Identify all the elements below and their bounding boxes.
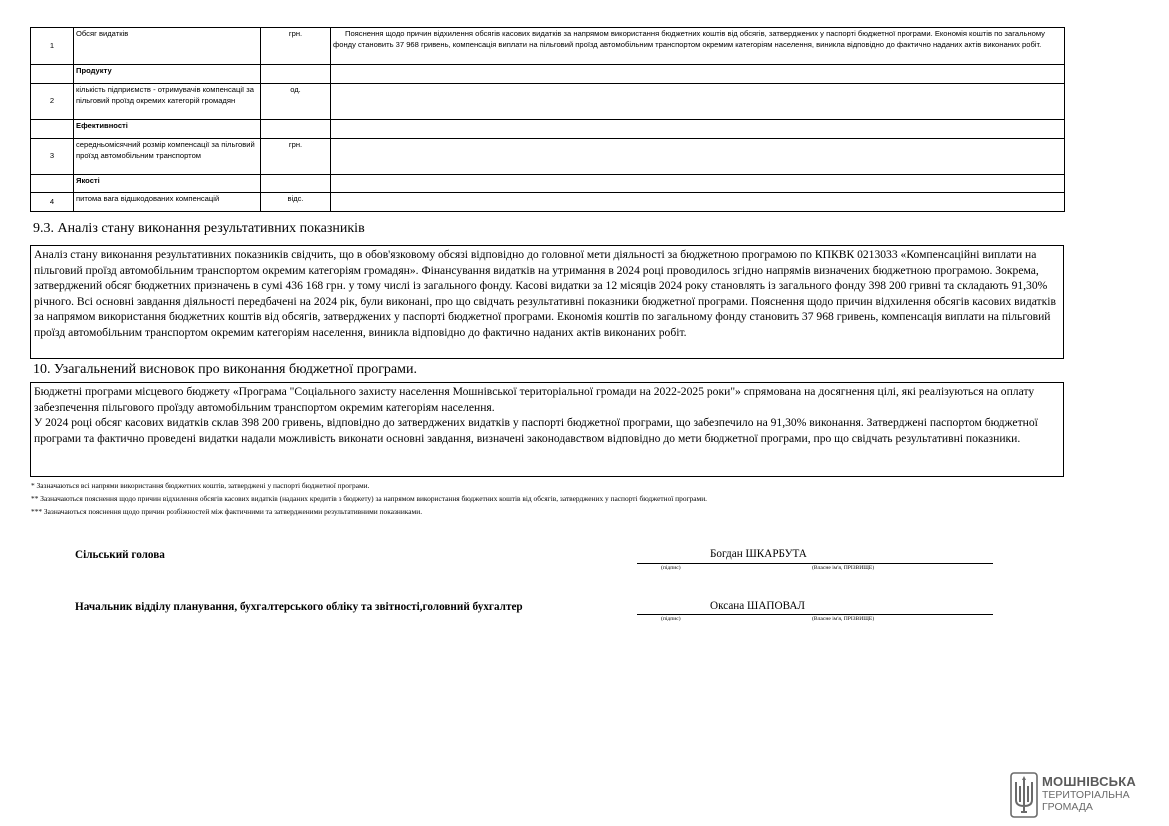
indicator-name: кількість підприємств - отримувачів компенсації за пільговий проїзд окремих категорій громадян: [74, 84, 261, 120]
section-10-paragraph: У 2024 році обсяг касових видатків склав 398 200 гривень, відповідно до затверджених видатків у паспорті бюджетної програми, що забезпечило на 91,30% виконання. Затверджені паспортом бюджетної програми та фактично проведені видатки надали можливість виконати основні завдання, визначені законодавством відповідно до мети бюджетної програми, про що свідчать результативні показники.: [34, 416, 1038, 445]
table-row: [31, 139, 1065, 175]
row-number: 4: [31, 193, 74, 212]
community-logo: [1010, 772, 1150, 818]
section-10-paragraph: Бюджетні програми місцевого бюджету «Програма "Соціального захисту населення Мошнівської територіальної громади на 2022-2025 роки"» спрямована на досягнення цілі, які реалізуються на оплату забезпечення пільгового проїзду автомобільним транспортом окремим категоріям населення.: [34, 385, 1035, 414]
indicators-table: [30, 27, 1065, 212]
table-row: [31, 193, 1065, 212]
indicator-name: Обсяг видатків: [74, 28, 261, 65]
trident-emblem-icon: [1010, 772, 1038, 818]
indicator-name: питома вага відшкодованих компенсацій: [74, 193, 261, 212]
section-93-box: [30, 245, 1064, 359]
section-label-efficiency: Ефективності: [74, 120, 261, 139]
indicator-name: середньомісячний розмір компенсації за пільговий проїзд автомобільним транспортом: [74, 139, 261, 175]
signature-name-accountant: Оксана ШАПОВАЛ: [710, 600, 805, 612]
footnotes: [31, 480, 707, 518]
footnote: * Зазначаються всі напрями використання бюджетних коштів, затверджені у паспорті бюджетної програми.: [31, 481, 370, 490]
signature-line: [637, 614, 993, 615]
section-93-title: 9.3. Аналіз стану виконання результативних показників: [33, 221, 365, 236]
footnote: *** Зазначаються пояснення щодо причин розбіжностей між фактичними та затвердженими результативними показниками.: [31, 506, 423, 516]
signature-caption-name: (Власне ім'я, ПРІЗВИЩЕ): [812, 565, 875, 571]
section-label-quality: Якості: [74, 175, 261, 193]
explanation-cell: Пояснення щодо причин відхилення обсягів касових видатків за напрямом використання бюджетних коштів від обсягів, затверджених у паспорті бюджетної програми. Економія коштів по загальному фонду становить 37 968 гривень, компенсація виплати на пільговий проїзд автомобільним транспортом окремим категоріям населення, виникла відповідно до фактично наданих актів виконаних робіт.: [331, 28, 1065, 65]
unit-cell: грн.: [261, 139, 331, 175]
explanation-cell: [331, 193, 1065, 212]
logo-line-1: МОШНІВСЬКА: [1042, 774, 1136, 789]
footnote: ** Зазначаються пояснення щодо причин відхилення обсягів касових видатків (наданих кредитів з бюджету) за напрямом використання бюджетних коштів від обсягів, затверджених у паспорті бюджетної програми.: [31, 493, 708, 503]
section-93-text: Аналіз стану виконання результативних показників свідчить, що в обов'язковому обсязі відповідно до головної мети діяльності за бюджетною програмою по КПКВК 0213033 «Компенсаційні виплати на пільговий проїзд автомобільним транспортом окремим категоріям громадян». Фінансування видатків на утримання в 2024 році проводилось згідно напрямів визначених бюджетною програмою. Зокрема, затверджений обсяг бюджетних призначень в сумі 436 168 грн. у тому числі із загального фонду. Касові видатки за 12 місяців 2024 року становлять із загального фонду 398 200 гривні та складають 91,30% річного. Всі основні завдання діяльності передбачені на 2024 рік, були виконані, про що свідчать результативні показники бюджетної програми. Пояснення щодо причин відхилення обсягів касових видатків за напрямом використання бюджетних коштів від обсягів, затверджених у паспорті бюджетної програми. Економія коштів по загальному фонду становить 37 968 гривень, компенсація виплати на пільговий проїзд автомобільним транспортом окремим категоріям населення, виникла відповідно до фактично наданих актів виконаних робіт.: [34, 248, 1056, 339]
signature-title-head: Сільський голова: [75, 549, 165, 561]
unit-cell: грн.: [261, 28, 331, 65]
section-10-box: [30, 382, 1064, 477]
table-row: [31, 84, 1065, 120]
logo-line-3: ГРОМАДА: [1042, 801, 1093, 813]
explanation-cell: [331, 84, 1065, 120]
explanation-cell: [331, 139, 1065, 175]
signature-caption-name: (Власне ім'я, ПРІЗВИЩЕ): [812, 616, 875, 622]
logo-line-2: ТЕРИТОРІАЛЬНА: [1042, 789, 1130, 801]
signature-caption-sign: (підпис): [661, 616, 681, 622]
section-10-title: 10. Узагальнений висновок про виконання бюджетної програми.: [33, 362, 417, 377]
unit-cell: од.: [261, 84, 331, 120]
table-row: [31, 28, 1065, 65]
row-number: 3: [31, 139, 74, 175]
signature-line: [637, 563, 993, 564]
table-section-row: [31, 175, 1065, 193]
signature-title-accountant: Начальник відділу планування, бухгалтерського обліку та звітності,головний бухгалтер: [75, 601, 523, 613]
signature-name-head: Богдан ШКАРБУТА: [710, 548, 807, 560]
unit-cell: відс.: [261, 193, 331, 212]
table-section-row: [31, 120, 1065, 139]
row-number: 2: [31, 84, 74, 120]
section-label-product: Продукту: [74, 65, 261, 84]
table-section-row: [31, 65, 1065, 84]
signature-caption-sign: (підпис): [661, 565, 681, 571]
row-number: 1: [31, 28, 74, 65]
